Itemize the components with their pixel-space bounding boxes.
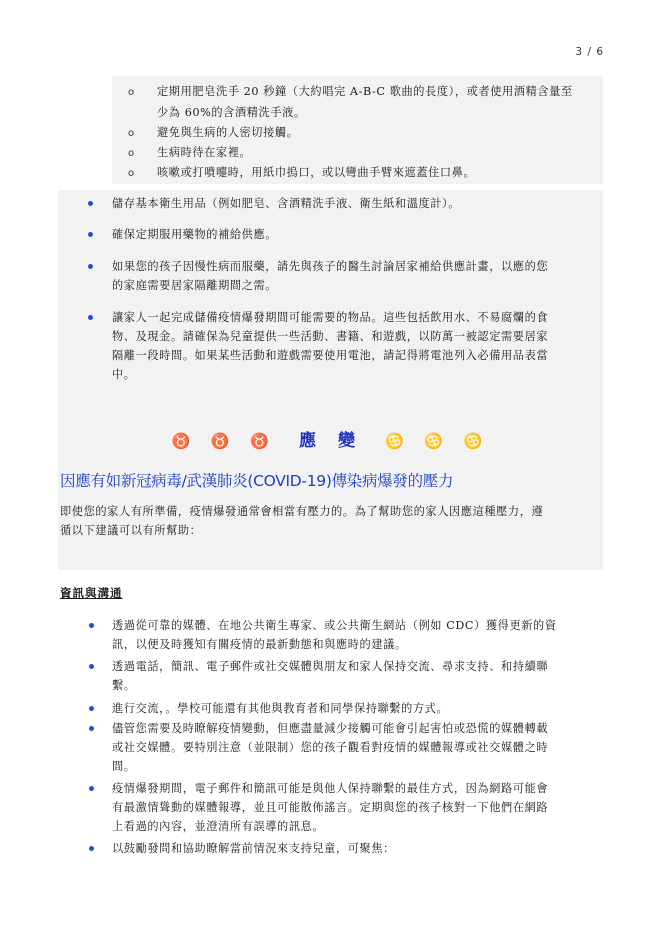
bullet-icon	[88, 264, 93, 269]
list-item: 上看過的內容，並澄清所有誤導的訊息。	[112, 820, 325, 833]
list-item: 生病時待在家裡。	[157, 146, 252, 159]
list-item: 儘管您需要及時瞭解疫情變動，但應盡量減少接觸可能會引起害怕或恐慌的媒體轉載	[112, 722, 549, 735]
section-heading-text: 應 變	[299, 431, 363, 451]
ornament-right: ♋ ♋ ♋	[384, 432, 491, 450]
circle-bullet-icon: o	[128, 87, 135, 98]
intro-line: 循以下建議可以有所幫助：	[60, 524, 202, 537]
list-item: 確保定期服用藥物的補給供應。	[112, 228, 278, 241]
bullet-icon	[89, 786, 94, 791]
list-item: 中。	[112, 368, 136, 381]
list-item: 透過電話，簡訊、電子郵件或社交媒體與朋友和家人保持交流、尋求支持、和持續聯	[112, 660, 549, 673]
list-item: 物、及現金。請確保為兒童提供一些活動、書籍、和遊戲，以防萬一被認定需要居家	[112, 330, 549, 343]
list-item: 儲存基本衛生用品（例如肥皂、含酒精洗手液、衛生紙和溫度計）。	[112, 197, 461, 210]
bullet-icon	[89, 726, 94, 731]
list-item: 讓家人一起完成儲備疫情爆發期間可能需要的物品。這些包括飲用水、不易腐爛的食	[112, 311, 549, 324]
bullet-icon	[89, 706, 94, 711]
bullet-icon	[88, 232, 93, 237]
list-item: 定期用肥皂洗手 20 秒鐘（大約唱完 A-B-C 歌曲的長度），或者使用酒精含量至	[157, 85, 573, 98]
page-number: 3 / 6	[575, 46, 604, 58]
bullet-icon	[89, 664, 94, 669]
list-item: 進行交流，。學校可能還有其他與教育者和同學保持聯繫的方式。	[112, 702, 449, 715]
list-item: 如果您的孩子因慢性病而服藥，請先與孩子的醫生討論居家補給供應計畫，以應的您	[112, 260, 549, 273]
circle-bullet-icon: o	[128, 148, 135, 159]
list-item: 以鼓勵發問和協助瞭解當前情況來支持兒童，可聚焦：	[112, 842, 395, 855]
circle-bullet-icon: o	[128, 168, 135, 179]
list-item: 或社交媒體。要特別注意（並限制）您的孩子觀看對疫情的媒體報導或社交媒體之時	[112, 741, 549, 754]
list-item: 少為 60%的含酒精洗手液。	[157, 106, 306, 119]
bullet-icon	[88, 201, 93, 206]
list-item: 有最激情聳動的媒體報導，並且可能散佈謠言。定期與您的孩子核對一下他們在網路	[112, 801, 549, 814]
ornament-left: ♉ ♉ ♉	[171, 432, 278, 450]
list-item: 訊，以便及時獲知有關疫情的最新動態和與應時的建議。	[112, 638, 407, 651]
list-item: 咳嗽或打噴嚏時，用紙巾摀口，或以彎曲手臂來遮蓋住口鼻。	[157, 166, 476, 179]
page-title: 因應有如新冠病毒/武漢肺炎(COVID-19)傳染病爆發的壓力	[60, 472, 454, 490]
list-item: 透過從可靠的媒體、在地公共衛生專家、或公共衛生網站（例如 CDC）獲得更新的資	[112, 619, 557, 632]
list-item: 繫。	[112, 679, 136, 692]
bullet-icon	[89, 846, 94, 851]
list-item: 避免與生病的人密切接觸。	[157, 126, 299, 139]
list-item: 間。	[112, 760, 136, 773]
section-heading	[0, 426, 662, 451]
list-item: 的家庭需要居家隔離期間之需。	[112, 279, 278, 292]
list-item: 隔離一段時間。如果某些活動和遊戲需要使用電池，請記得將電池列入必備用品表當	[112, 349, 549, 362]
bullet-icon	[88, 315, 93, 320]
subheading: 資訊與溝通	[60, 586, 123, 600]
circle-bullet-icon: o	[128, 128, 135, 139]
intro-line: 即使您的家人有所準備，疫情爆發通常會相當有壓力的。為了幫助您的家人因應這種壓力，遵	[60, 505, 544, 518]
list-item: 疫情爆發期間，電子郵件和簡訊可能是與他人保持聯繫的最佳方式，因為網路可能會	[112, 782, 549, 795]
bullet-icon	[89, 623, 94, 628]
